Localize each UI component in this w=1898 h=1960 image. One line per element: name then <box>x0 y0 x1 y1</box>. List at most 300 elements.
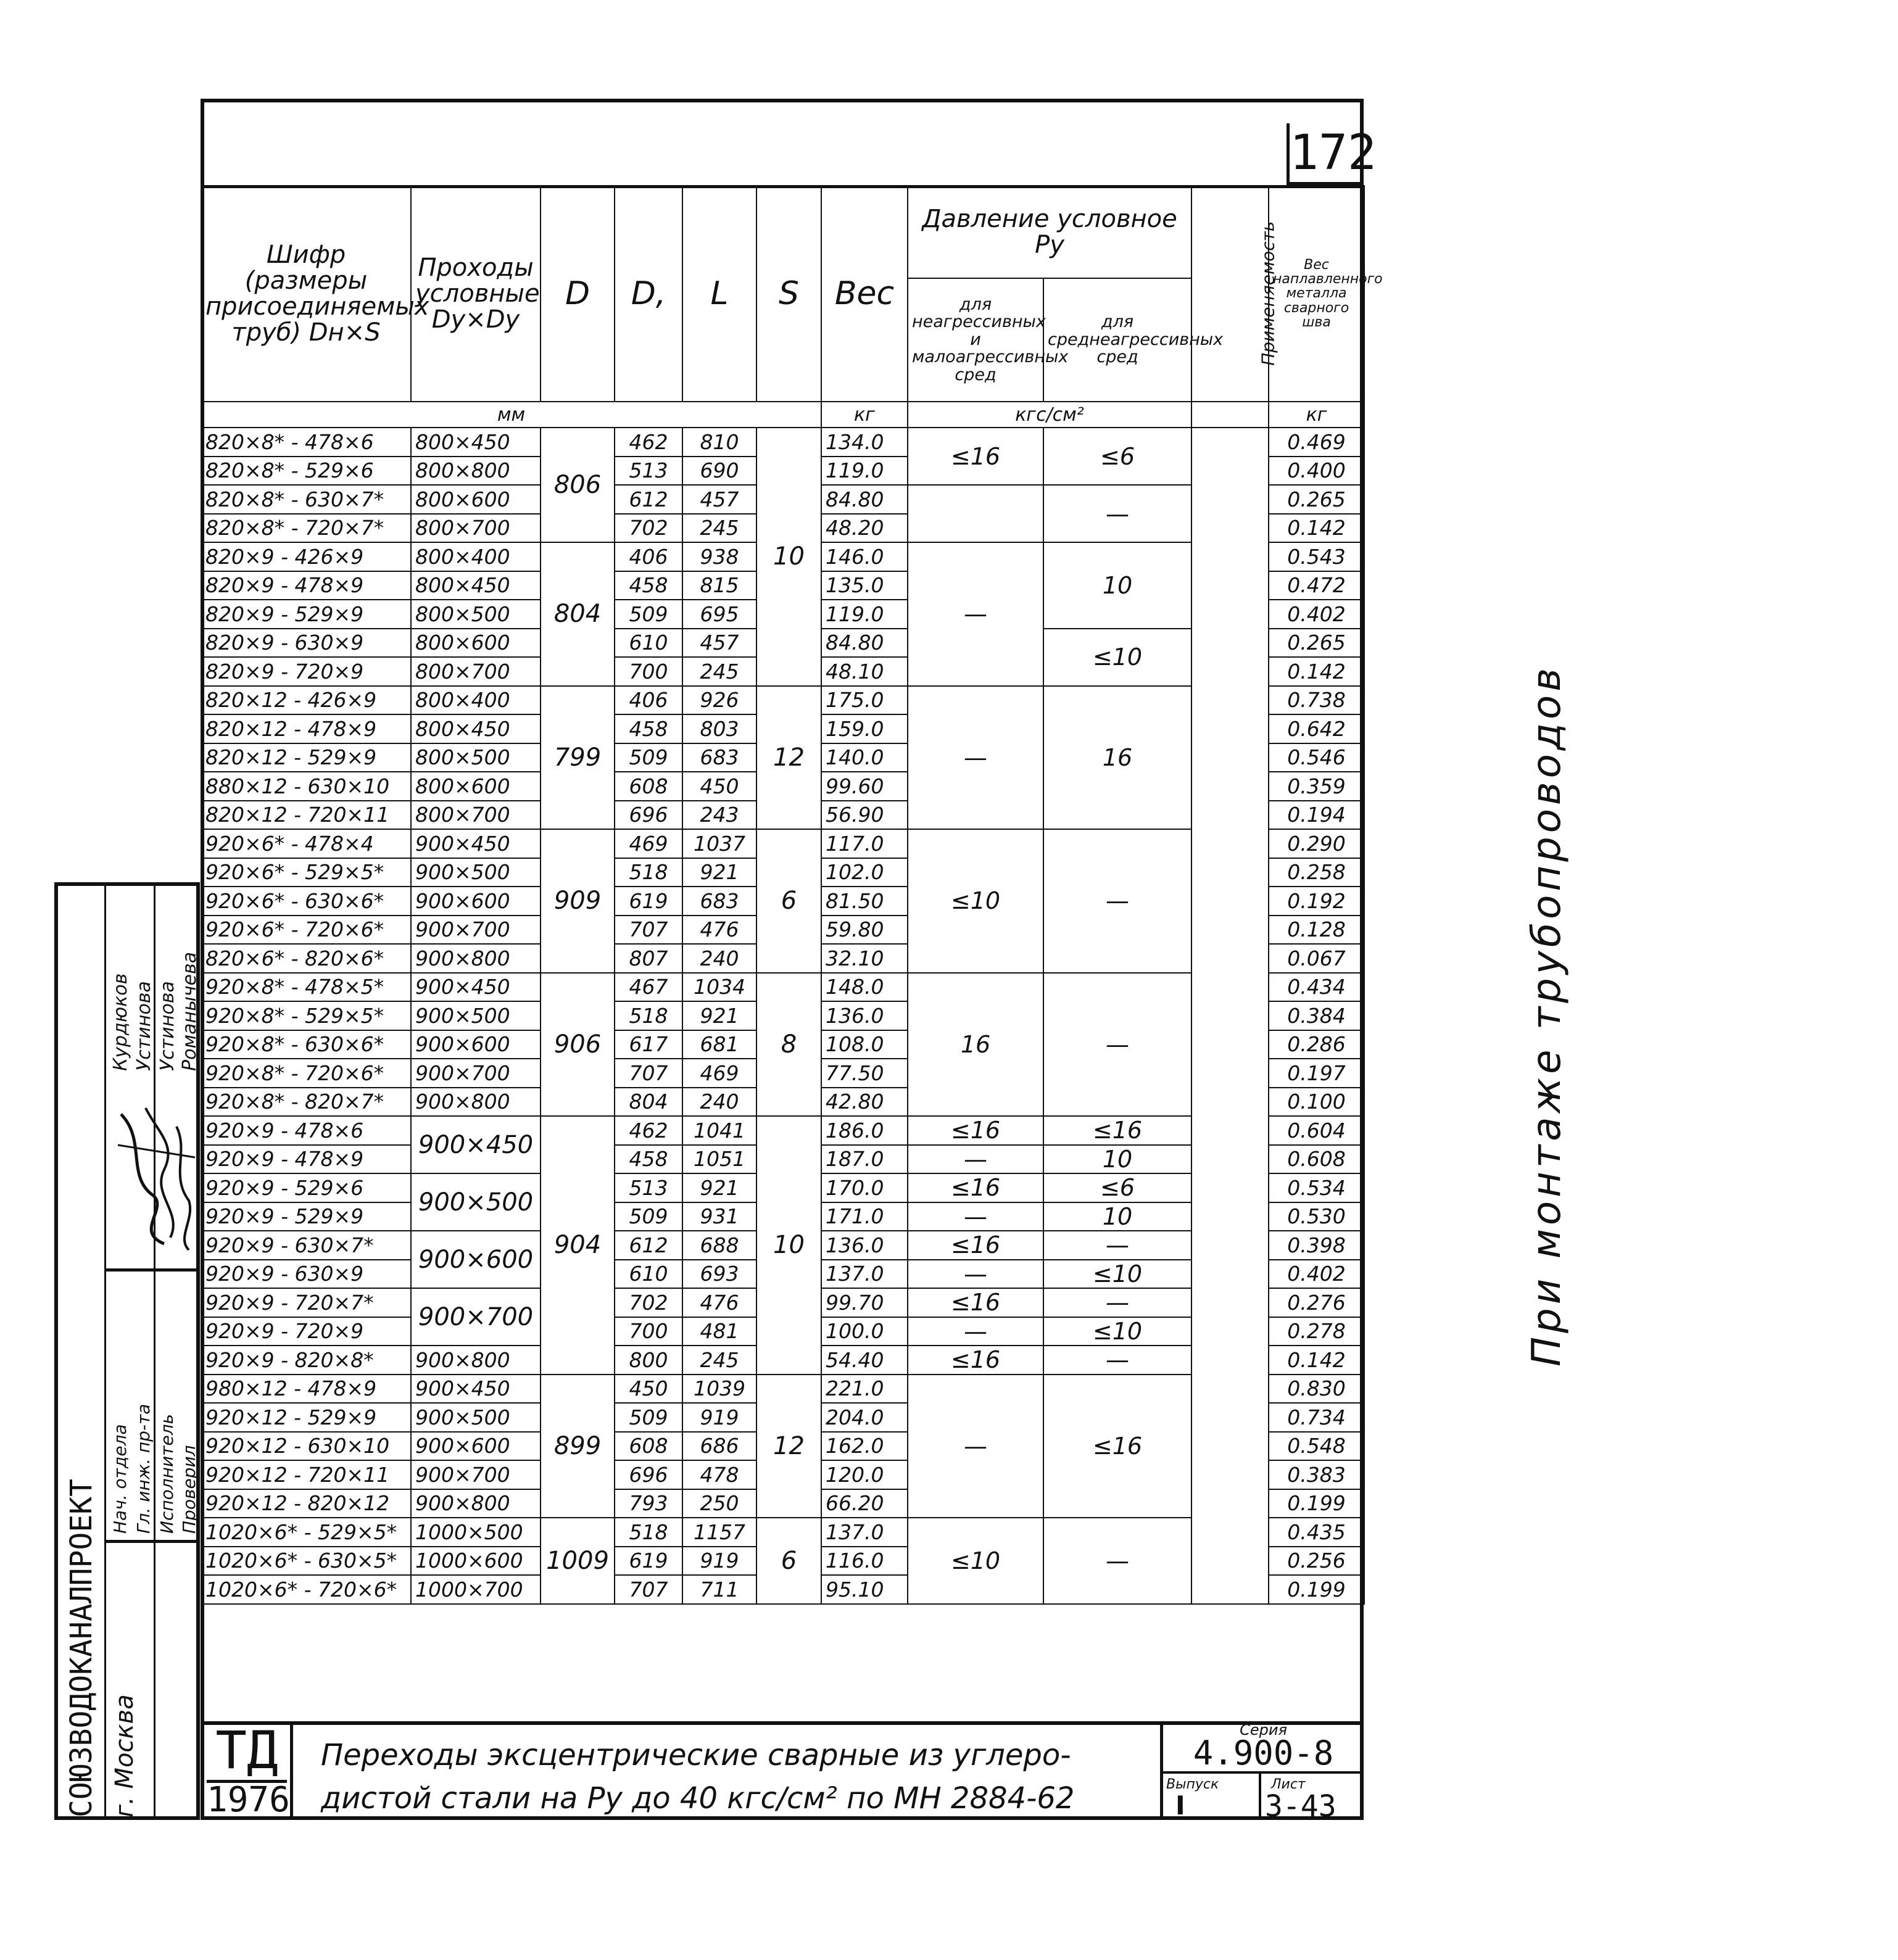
L-cell: 695 <box>682 600 756 629</box>
pressure-nonaggr-cell: — <box>908 686 1043 830</box>
weight-cell: 135.0 <box>821 571 908 600</box>
cipher-cell: 820×12 - 720×11 <box>201 801 411 830</box>
cipher-cell: 920×9 - 630×9 <box>201 1260 411 1289</box>
D1-cell: 513 <box>615 1173 682 1202</box>
passage-cell: 900×700 <box>411 916 541 945</box>
L-cell: 481 <box>682 1317 756 1346</box>
col-cipher: Шифр (размеры присоединяемых труб) Dн×S <box>201 186 411 402</box>
cipher-cell: 920×9 - 720×9 <box>201 1317 411 1346</box>
D1-cell: 700 <box>615 657 682 686</box>
cipher-cell: 920×6* - 529×5* <box>201 858 411 887</box>
pressure-aggr-cell: ≤16 <box>1043 1116 1191 1145</box>
D1-cell: 509 <box>615 743 682 772</box>
D1-cell: 518 <box>615 1518 682 1547</box>
weight-cell: 99.70 <box>821 1288 908 1317</box>
unit-kg: кг <box>821 402 908 428</box>
weld-weight-cell: 0.734 <box>1269 1403 1364 1432</box>
passage-cell: 800×600 <box>411 485 541 514</box>
weld-weight-cell: 0.199 <box>1269 1489 1364 1518</box>
pressure-nonaggr-cell: — <box>908 1202 1043 1231</box>
L-cell: 245 <box>682 514 756 543</box>
pressure-nonaggr-cell: — <box>908 1260 1043 1289</box>
weld-weight-cell: 0.543 <box>1269 542 1364 571</box>
cipher-cell: 820×12 - 426×9 <box>201 686 411 715</box>
weight-cell: 95.10 <box>821 1575 908 1604</box>
weight-cell: 148.0 <box>821 973 908 1002</box>
passage-cell: 800×400 <box>411 686 541 715</box>
cipher-cell: 920×9 - 529×6 <box>201 1173 411 1202</box>
S-cell: 10 <box>756 1116 821 1375</box>
passage-cell: 900×700 <box>411 1460 541 1489</box>
table-row <box>201 428 1364 457</box>
cipher-cell: 820×9 - 478×9 <box>201 571 411 600</box>
passage-cell: 800×700 <box>411 801 541 830</box>
table-row <box>201 973 1364 1002</box>
spec-table <box>201 185 1570 1605</box>
cipher-cell: 880×12 - 630×10 <box>201 772 411 801</box>
col-S: S <box>756 186 821 402</box>
D1-cell: 406 <box>615 686 682 715</box>
passage-cell: 900×600 <box>411 1231 541 1288</box>
role-checker: Проверил <box>179 1445 199 1534</box>
cipher-cell: 920×8* - 630×6* <box>201 1030 411 1059</box>
weight-cell: 186.0 <box>821 1116 908 1145</box>
cipher-cell: 1020×6* - 529×5* <box>201 1518 411 1547</box>
cipher-cell: 820×9 - 426×9 <box>201 542 411 571</box>
weight-cell: 170.0 <box>821 1173 908 1202</box>
L-cell: 688 <box>682 1231 756 1260</box>
pressure-nonaggr-cell: ≤16 <box>908 1346 1043 1375</box>
D1-cell: 804 <box>615 1088 682 1117</box>
cipher-cell: 920×8* - 478×5* <box>201 973 411 1002</box>
cipher-cell: 920×8* - 529×5* <box>201 1001 411 1030</box>
col-passages: Проходы условные Dy×Dy <box>411 186 541 402</box>
L-cell: 681 <box>682 1030 756 1059</box>
series-value: 4.900-8 <box>1163 1734 1364 1774</box>
passage-cell: 800×700 <box>411 514 541 543</box>
D1-cell: 610 <box>615 1260 682 1289</box>
pressure-nonaggr-cell: ≤16 <box>908 428 1043 485</box>
col-weight: Вес <box>821 186 908 402</box>
weight-cell: 171.0 <box>821 1202 908 1231</box>
D1-cell: 608 <box>615 772 682 801</box>
name-checker: Романычева <box>179 951 201 1071</box>
pressure-aggr-cell: ≤10 <box>1043 1317 1191 1346</box>
passage-cell: 900×700 <box>411 1059 541 1088</box>
weight-cell: 136.0 <box>821 1001 908 1030</box>
weld-weight-cell: 0.199 <box>1269 1575 1364 1604</box>
issue-label: Выпуск <box>1166 1777 1219 1792</box>
D1-cell: 702 <box>615 514 682 543</box>
D1-cell: 509 <box>615 600 682 629</box>
L-cell: 243 <box>682 801 756 830</box>
S-cell: 6 <box>756 829 821 973</box>
table-row <box>201 686 1364 715</box>
pressure-aggr-cell: — <box>1043 1518 1191 1604</box>
pressure-nonaggr-cell: — <box>908 542 1043 686</box>
pressure-nonaggr-cell: ≤16 <box>908 1173 1043 1202</box>
D1-cell: 509 <box>615 1202 682 1231</box>
name-head: Курдюков <box>110 973 131 1071</box>
passage-cell: 900×800 <box>411 1088 541 1117</box>
D1-cell: 469 <box>615 829 682 858</box>
L-cell: 457 <box>682 485 756 514</box>
table-row <box>201 1375 1364 1404</box>
col-D1: D, <box>615 186 682 402</box>
pressure-aggr-cell: 10 <box>1043 542 1191 629</box>
col-pressure: Давление условное Py <box>908 186 1191 278</box>
L-cell: 469 <box>682 1059 756 1088</box>
weight-cell: 162.0 <box>821 1432 908 1461</box>
weight-cell: 137.0 <box>821 1518 908 1547</box>
weld-weight-cell: 0.359 <box>1269 772 1364 801</box>
weld-weight-cell: 0.604 <box>1269 1116 1364 1145</box>
passage-cell: 900×500 <box>411 1403 541 1432</box>
sheet-value: 3-43 <box>1265 1789 1336 1824</box>
D1-cell: 462 <box>615 428 682 457</box>
weight-cell: 48.10 <box>821 657 908 686</box>
pressure-nonaggr-cell: ≤16 <box>908 1116 1043 1145</box>
passage-cell: 800×500 <box>411 600 541 629</box>
weld-weight-cell: 0.435 <box>1269 1518 1364 1547</box>
pressure-nonaggr-cell <box>908 485 1043 542</box>
cipher-cell: 920×12 - 630×10 <box>201 1432 411 1461</box>
L-cell: 1157 <box>682 1518 756 1547</box>
weight-cell: 66.20 <box>821 1489 908 1518</box>
weight-cell: 99.60 <box>821 772 908 801</box>
passage-cell: 800×450 <box>411 714 541 743</box>
cipher-cell: 820×8* - 529×6 <box>201 457 411 486</box>
weld-weight-cell: 0.402 <box>1269 1260 1364 1289</box>
passage-cell: 800×450 <box>411 428 541 457</box>
D1-cell: 458 <box>615 714 682 743</box>
pressure-aggr-cell: 16 <box>1043 686 1191 830</box>
weight-cell: 84.80 <box>821 629 908 658</box>
D1-cell: 509 <box>615 1403 682 1432</box>
pressure-nonaggr-cell: ≤10 <box>908 1518 1043 1604</box>
weld-weight-cell: 0.142 <box>1269 1346 1364 1375</box>
weld-weight-cell: 0.265 <box>1269 485 1364 514</box>
D1-cell: 696 <box>615 1460 682 1489</box>
L-cell: 938 <box>682 542 756 571</box>
weight-cell: 102.0 <box>821 858 908 887</box>
issue-value: I <box>1175 1790 1185 1821</box>
pressure-aggr-cell: ≤10 <box>1043 1260 1191 1289</box>
cipher-cell: 820×6* - 820×6* <box>201 944 411 973</box>
weld-weight-cell: 0.546 <box>1269 743 1364 772</box>
pressure-aggr-cell: ≤6 <box>1043 428 1191 485</box>
L-cell: 245 <box>682 657 756 686</box>
weld-weight-cell: 0.197 <box>1269 1059 1364 1088</box>
L-cell: 240 <box>682 944 756 973</box>
passage-cell: 800×450 <box>411 571 541 600</box>
unit-kg2: кг <box>1269 402 1364 428</box>
L-cell: 476 <box>682 916 756 945</box>
pressure-aggr-cell: 10 <box>1043 1202 1191 1231</box>
weld-weight-cell: 0.830 <box>1269 1375 1364 1404</box>
weld-weight-cell: 0.384 <box>1269 1001 1364 1030</box>
D-cell: 899 <box>541 1375 615 1518</box>
cipher-cell: 920×9 - 630×7* <box>201 1231 411 1260</box>
weight-cell: 117.0 <box>821 829 908 858</box>
L-cell: 1037 <box>682 829 756 858</box>
passage-cell: 800×800 <box>411 457 541 486</box>
cipher-cell: 920×12 - 820×12 <box>201 1489 411 1518</box>
weight-cell: 48.20 <box>821 514 908 543</box>
passage-cell: 900×600 <box>411 887 541 916</box>
pressure-nonaggr-cell: ≤10 <box>908 829 1043 973</box>
col-D: D <box>541 186 615 402</box>
cipher-cell: 920×6* - 630×6* <box>201 887 411 916</box>
D-cell: 909 <box>541 829 615 973</box>
pressure-aggr-cell: — <box>1043 1346 1191 1375</box>
weight-cell: 84.80 <box>821 485 908 514</box>
weld-weight-cell: 0.738 <box>1269 686 1364 715</box>
weld-weight-cell: 0.100 <box>1269 1088 1364 1117</box>
sheet-label: Лист <box>1271 1777 1306 1792</box>
D1-cell: 462 <box>615 1116 682 1145</box>
weld-weight-cell: 0.534 <box>1269 1173 1364 1202</box>
weld-weight-cell: 0.402 <box>1269 600 1364 629</box>
D1-cell: 458 <box>615 571 682 600</box>
D1-cell: 617 <box>615 1030 682 1059</box>
passage-cell: 900×800 <box>411 1346 541 1375</box>
weld-weight-cell: 0.469 <box>1269 428 1364 457</box>
passage-cell: 900×800 <box>411 944 541 973</box>
L-cell: 921 <box>682 1173 756 1202</box>
passage-cell: 800×600 <box>411 772 541 801</box>
passage-cell: 900×450 <box>411 1375 541 1404</box>
weight-cell: 56.90 <box>821 801 908 830</box>
L-cell: 1034 <box>682 973 756 1002</box>
D1-cell: 467 <box>615 973 682 1002</box>
weld-weight-cell: 0.400 <box>1269 457 1364 486</box>
series-box <box>1160 1721 1364 1824</box>
weld-weight-cell: 0.383 <box>1269 1460 1364 1489</box>
passage-cell: 800×600 <box>411 629 541 658</box>
passage-cell: 900×450 <box>411 973 541 1002</box>
weld-weight-cell: 0.265 <box>1269 629 1364 658</box>
cipher-cell: 820×12 - 478×9 <box>201 714 411 743</box>
weight-cell: 42.80 <box>821 1088 908 1117</box>
D-cell: 804 <box>541 542 615 686</box>
org-city: г. Москва <box>110 1694 139 1817</box>
col-non-aggressive: для неагрессивных и малоагрессивных сред <box>908 278 1043 402</box>
D1-cell: 518 <box>615 1001 682 1030</box>
L-cell: 693 <box>682 1260 756 1289</box>
cipher-cell: 920×8* - 720×6* <box>201 1059 411 1088</box>
passage-cell: 900×800 <box>411 1489 541 1518</box>
weld-weight-cell: 0.256 <box>1269 1547 1364 1576</box>
weight-cell: 119.0 <box>821 600 908 629</box>
D1-cell: 793 <box>615 1489 682 1518</box>
D1-cell: 406 <box>615 542 682 571</box>
doc-year: 1976 <box>207 1780 290 1820</box>
weld-weight-cell: 0.192 <box>1269 887 1364 916</box>
weight-cell: 146.0 <box>821 542 908 571</box>
name-chief-eng: Устинова <box>133 981 155 1071</box>
D1-cell: 513 <box>615 457 682 486</box>
pressure-nonaggr-cell: ≤16 <box>908 1231 1043 1260</box>
weight-cell: 134.0 <box>821 428 908 457</box>
weld-weight-cell: 0.194 <box>1269 801 1364 830</box>
pressure-nonaggr-cell: ≤16 <box>908 1288 1043 1317</box>
D-cell: 806 <box>541 428 615 542</box>
weight-cell: 54.40 <box>821 1346 908 1375</box>
approval-stamp <box>54 882 200 1820</box>
name-executor: Устинова <box>157 981 178 1071</box>
unit-pressure: кгс/см² <box>908 402 1191 428</box>
cipher-cell: 820×9 - 529×9 <box>201 600 411 629</box>
D1-cell: 612 <box>615 1231 682 1260</box>
doc-code: ТД <box>207 1721 287 1783</box>
weld-weight-cell: 0.290 <box>1269 829 1364 858</box>
pressure-aggr-cell: ≤10 <box>1043 629 1191 686</box>
D1-cell: 702 <box>615 1288 682 1317</box>
D1-cell: 619 <box>615 887 682 916</box>
weight-cell: 119.0 <box>821 457 908 486</box>
passage-cell: 900×500 <box>411 1001 541 1030</box>
D1-cell: 610 <box>615 629 682 658</box>
passage-cell: 800×400 <box>411 542 541 571</box>
unit-mm: мм <box>201 402 821 428</box>
pressure-aggr-cell: — <box>1043 1288 1191 1317</box>
cipher-cell: 920×6* - 478×4 <box>201 829 411 858</box>
weld-weight-cell: 0.530 <box>1269 1202 1364 1231</box>
table-row <box>201 1116 1364 1145</box>
D1-cell: 707 <box>615 916 682 945</box>
L-cell: 690 <box>682 457 756 486</box>
D1-cell: 450 <box>615 1375 682 1404</box>
passage-cell: 900×500 <box>411 1173 541 1231</box>
S-cell: 12 <box>756 686 821 830</box>
pressure-aggr-cell: — <box>1043 829 1191 973</box>
passage-cell: 900×700 <box>411 1288 541 1346</box>
role-executor: Исполнитель <box>157 1413 177 1534</box>
cipher-cell: 820×9 - 630×9 <box>201 629 411 658</box>
D1-cell: 707 <box>615 1575 682 1604</box>
L-cell: 683 <box>682 743 756 772</box>
D1-cell: 619 <box>615 1547 682 1576</box>
col-weld-weight: Вес наплавленного металла сварного шва <box>1269 186 1364 402</box>
L-cell: 711 <box>682 1575 756 1604</box>
passage-cell: 800×500 <box>411 743 541 772</box>
L-cell: 1041 <box>682 1116 756 1145</box>
cipher-cell: 820×12 - 529×9 <box>201 743 411 772</box>
L-cell: 478 <box>682 1460 756 1489</box>
pressure-aggr-cell: ≤16 <box>1043 1375 1191 1518</box>
weld-weight-cell: 0.434 <box>1269 973 1364 1002</box>
D1-cell: 800 <box>615 1346 682 1375</box>
weight-cell: 116.0 <box>821 1547 908 1576</box>
weld-weight-cell: 0.128 <box>1269 916 1364 945</box>
cipher-cell: 920×9 - 820×8* <box>201 1346 411 1375</box>
weight-cell: 140.0 <box>821 743 908 772</box>
role-head: Нач. отдела <box>110 1424 130 1534</box>
D-cell: 1009 <box>541 1518 615 1604</box>
pressure-aggr-cell: — <box>1043 485 1191 542</box>
L-cell: 1051 <box>682 1145 756 1174</box>
td-box <box>201 1721 293 1820</box>
passage-cell: 1000×700 <box>411 1575 541 1604</box>
weight-cell: 204.0 <box>821 1403 908 1432</box>
weight-cell: 108.0 <box>821 1030 908 1059</box>
D1-cell: 696 <box>615 801 682 830</box>
D1-cell: 707 <box>615 1059 682 1088</box>
pressure-aggr-cell: — <box>1043 973 1191 1117</box>
cipher-cell: 820×8* - 630×7* <box>201 485 411 514</box>
col-L: L <box>682 186 756 402</box>
weld-weight-cell: 0.608 <box>1269 1145 1364 1174</box>
cipher-cell: 1020×6* - 720×6* <box>201 1575 411 1604</box>
L-cell: 919 <box>682 1403 756 1432</box>
S-cell: 10 <box>756 428 821 686</box>
L-cell: 450 <box>682 772 756 801</box>
org-name: СОЮЗВОДОКАНАЛПРОЕКТ <box>64 1478 99 1817</box>
weld-weight-cell: 0.142 <box>1269 657 1364 686</box>
weld-weight-cell: 0.067 <box>1269 944 1364 973</box>
S-cell: 6 <box>756 1518 821 1604</box>
passage-cell: 800×700 <box>411 657 541 686</box>
L-cell: 921 <box>682 858 756 887</box>
L-cell: 926 <box>682 686 756 715</box>
cipher-cell: 820×8* - 720×7* <box>201 514 411 543</box>
passage-cell: 1000×600 <box>411 1547 541 1576</box>
weight-cell: 77.50 <box>821 1059 908 1088</box>
pressure-aggr-cell: 10 <box>1043 1145 1191 1174</box>
weld-weight-cell: 0.142 <box>1269 514 1364 543</box>
weld-weight-cell: 0.278 <box>1269 1317 1364 1346</box>
L-cell: 686 <box>682 1432 756 1461</box>
passage-cell: 900×500 <box>411 858 541 887</box>
weight-cell: 120.0 <box>821 1460 908 1489</box>
D1-cell: 807 <box>615 944 682 973</box>
weight-cell: 137.0 <box>821 1260 908 1289</box>
D1-cell: 612 <box>615 485 682 514</box>
weight-cell: 159.0 <box>821 714 908 743</box>
passage-cell: 900×450 <box>411 829 541 858</box>
weld-weight-cell: 0.276 <box>1269 1288 1364 1317</box>
table-row <box>201 1518 1364 1547</box>
L-cell: 683 <box>682 887 756 916</box>
weld-weight-cell: 0.548 <box>1269 1432 1364 1461</box>
cipher-cell: 920×9 - 720×7* <box>201 1288 411 1317</box>
cipher-cell: 920×9 - 529×9 <box>201 1202 411 1231</box>
cipher-cell: 920×9 - 478×6 <box>201 1116 411 1145</box>
D1-cell: 700 <box>615 1317 682 1346</box>
D-cell: 906 <box>541 973 615 1117</box>
table-row <box>201 829 1364 858</box>
L-cell: 457 <box>682 629 756 658</box>
L-cell: 803 <box>682 714 756 743</box>
passage-cell: 900×600 <box>411 1432 541 1461</box>
L-cell: 1039 <box>682 1375 756 1404</box>
weight-cell: 81.50 <box>821 887 908 916</box>
D1-cell: 458 <box>615 1145 682 1174</box>
cipher-cell: 920×9 - 478×9 <box>201 1145 411 1174</box>
weight-cell: 136.0 <box>821 1231 908 1260</box>
series-label: Серия <box>1240 1721 1287 1739</box>
passage-cell: 900×450 <box>411 1116 541 1173</box>
D1-cell: 608 <box>615 1432 682 1461</box>
passage-cell: 900×600 <box>411 1030 541 1059</box>
cipher-cell: 980×12 - 478×9 <box>201 1375 411 1404</box>
S-cell: 12 <box>756 1375 821 1518</box>
pressure-nonaggr-cell: — <box>908 1145 1043 1174</box>
weld-weight-cell: 0.286 <box>1269 1030 1364 1059</box>
weight-cell: 100.0 <box>821 1317 908 1346</box>
S-cell: 8 <box>756 973 821 1117</box>
